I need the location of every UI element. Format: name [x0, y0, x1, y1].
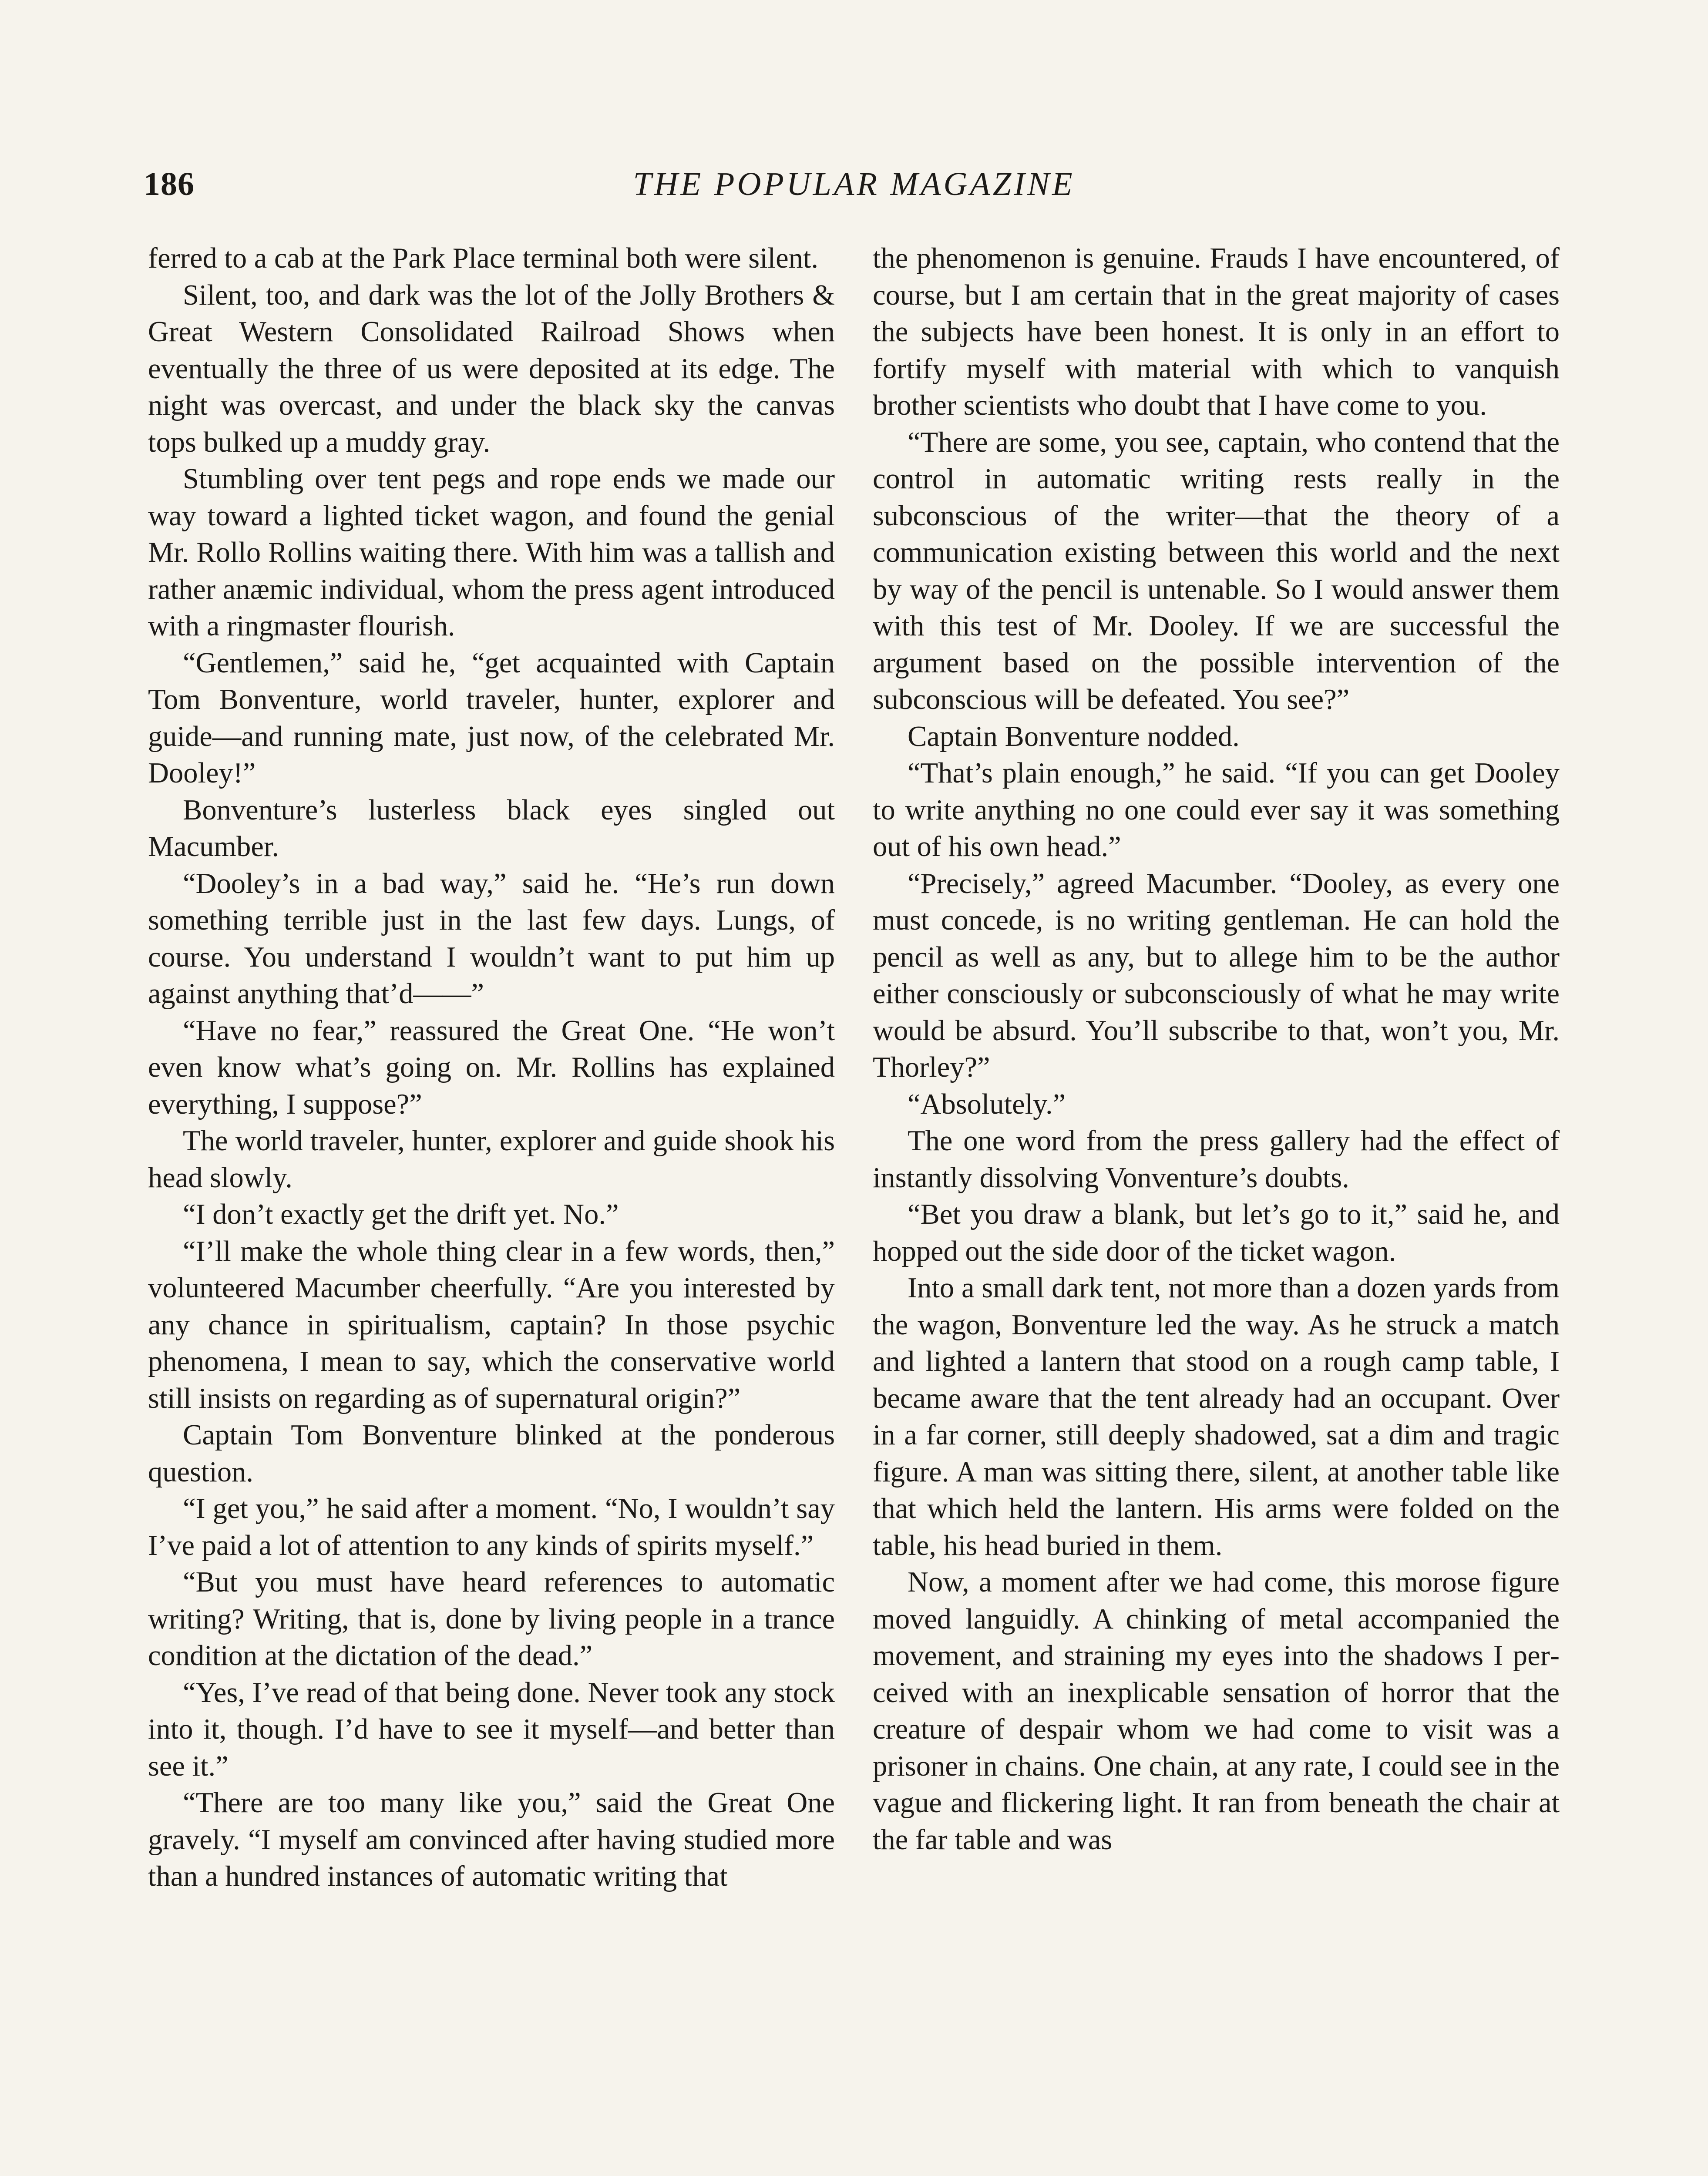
paragraph: Bonventure’s lusterless black eyes singled out Macumber. [148, 794, 835, 863]
paragraph: Now, a moment after we had come, this morose figure moved languidly. A chinking of metal accompanied the movement, and straining my eyes into the shadows I perceived with an inexplicable sensation of horror that the creature of despair whom we had come to visit was a prisoner in chains. One chain, at any rate, I could see in the vague and flickering light. It ran from beneath the chair at the far table and was [873, 1566, 1560, 1856]
paragraph: Into a small dark tent, not more than a dozen yards from the wagon, Bonventure led the way. As he struck a match and lighted a lantern that stood on a rough camp table, I became aware that the tent already had an occupant. Over in a far corner, still deeply shadowed, sat a dim and tragic figure. A man was sitting there, silent, at another table like that which held the lantern. His arms were folded on the table, his head buried in them. [873, 1272, 1560, 1561]
paragraph: Captain Tom Bonventure blinked at the ponderous question. [148, 1419, 835, 1488]
running-title: THE POPULAR MAGAZINE [633, 166, 1075, 202]
paragraph: Captain Bonventure nodded. [908, 720, 1240, 752]
paragraph: “Gentlemen,” said he, “get acquainted with Captain Tom Bonventure, world traveler, hunter, explorer and guide—and running mate, just now, of the celebrated Mr. Dooley!” [148, 647, 835, 789]
paragraph: “Bet you draw a blank, but let’s go to it,” said he, and hopped out the side door of the ticket wagon. [873, 1199, 1560, 1267]
paragraph: “Dooley’s in a bad way,” said he. “He’s run down something terrible just in the last few days. Lungs, of course. You understand I wouldn’t want to put him up against anything that’d——” [148, 867, 835, 1010]
text-column-right [873, 240, 1560, 2176]
paragraph: “I’ll make the whole thing clear in a few words, then,” volunteered Macumber cheerfully. “Are you interested by any chance in spiritualism, captain? In those psychic phenomena, I mean to say, which the conservative world still insists on regarding as of supernatural origin?” [148, 1235, 835, 1414]
paragraph: “But you must have heard references to automatic writing? Writing, that is, done by living people in a trance condition at the dictation of the dead.” [148, 1566, 835, 1672]
paragraph: “That’s plain enough,” he said. “If you can get Dooley to write anything no one could ever say it was something out of his own head.” [873, 757, 1560, 863]
paragraph: “Yes, I’ve read of that being done. Never took any stock into it, though. I’d have to see it myself—and better than see it.” [148, 1676, 835, 1782]
paragraph: Silent, too, and dark was the lot of the Jolly Brothers & Great Western Consolidated Railroad Shows when eventually the three of us were deposited at its edge. The night was overcast, and under the black sky the canvas tops bulked up a muddy gray. [148, 279, 835, 458]
page-header [144, 165, 1564, 213]
paragraph: Stumbling over tent pegs and rope ends we made our way toward a lighted ticket wagon, and found the genial Mr. Rollo Rollins waiting there. With him was a tallish and rather anæmic individual, whom the press agent introduced with a ringmaster flourish. [148, 463, 835, 642]
paragraph: “There are too many like you,” said the Great One gravely. “I myself am convinced after having studied more than a hundred instances of automatic writing that [148, 1787, 835, 1892]
paragraph: “I don’t exactly get the drift yet. No.” [183, 1199, 619, 1230]
page-number: 186 [144, 166, 195, 202]
paragraph: “Precisely,” agreed Macumber. “Dooley, as every one must concede, is no writing gentleman. He can hold the pencil as well as any, but to allege him to be the author either consciously or subconsciously of what he may write would be absurd. You’ll subscribe to that, won’t you, Mr. Thorley?” [873, 867, 1560, 1083]
paragraph: “I get you,” he said after a moment. “No, I wouldn’t say I’ve paid a lot of attention to any kinds of spirits myself.” [148, 1493, 835, 1561]
paragraph: the phenomenon is genuine. Frauds I have encountered, of course, but I am certain that in the great majority of cases the subjects have been honest. It is only in an effort to fortify myself with material with which to vanquish brother scientists who doubt that I have come to you. [873, 242, 1560, 421]
paragraph: “Have no fear,” reassured the Great One. “He won’t even know what’s going on. Mr. Rollins has explained everything, I suppose?” [148, 1014, 835, 1120]
paragraph: The world traveler, hunter, explorer and guide shook his head slowly. [148, 1125, 835, 1194]
paragraph: ferred to a cab at the Park Place terminal both were silent. [148, 242, 818, 274]
text-column-left [148, 240, 835, 2176]
paragraph: “Absolutely.” [908, 1088, 1066, 1120]
paragraph: “There are some, you see, captain, who contend that the control in automatic writing rests really in the subconscious of the writer—that the theory of a communication existing between this world and the next by way of the pencil is untenable. So I would answer them with this test of Mr. Dooley. If we are successful the argument based on the possible intervention of the subconscious will be defeated. You see?” [873, 426, 1560, 715]
paragraph: The one word from the press gallery had the effect of instantly dissolving Vonventure’s doubts. [873, 1125, 1560, 1194]
